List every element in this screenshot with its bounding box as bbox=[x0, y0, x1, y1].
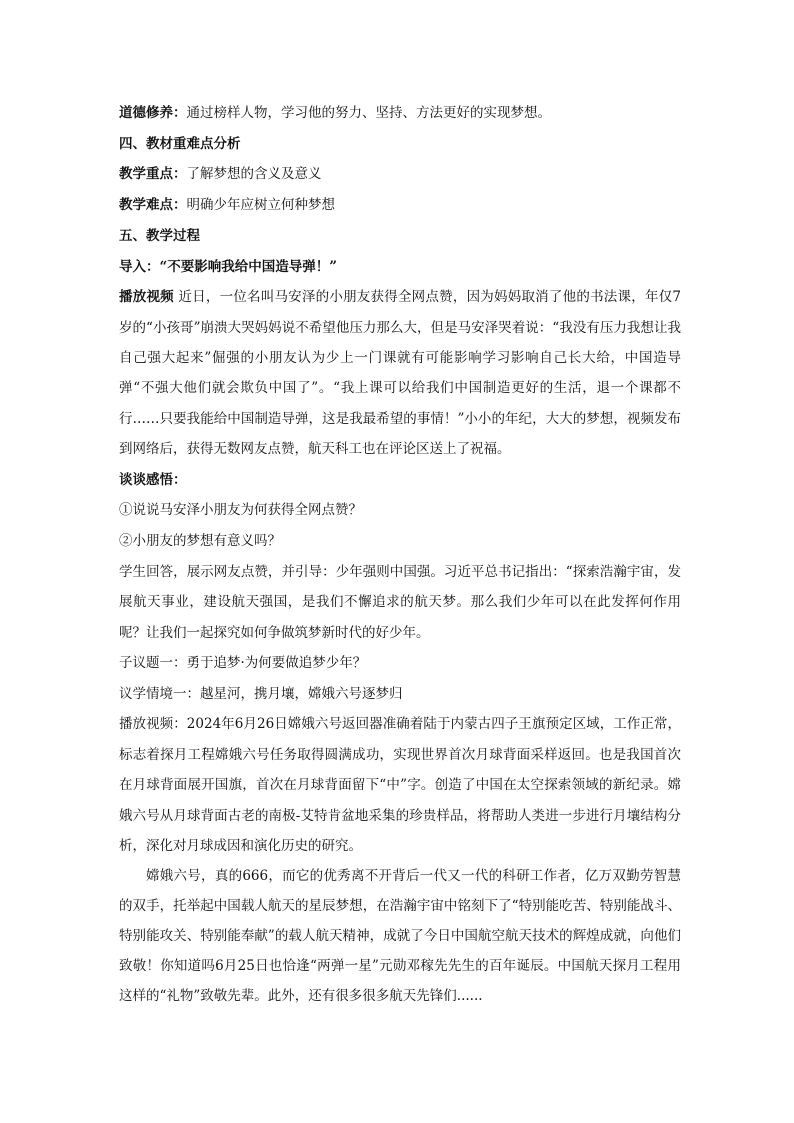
difficult-point-label: 教学难点： bbox=[119, 197, 187, 214]
key-point-label: 教学重点： bbox=[119, 166, 187, 183]
video-paragraph bbox=[119, 282, 681, 464]
question-1: ①说说马安泽小朋友为何获得全网点赞？ bbox=[119, 502, 362, 519]
question-2: ②小朋友的梦想有意义吗？ bbox=[119, 533, 281, 550]
video-text: 近日，一位名叫马安泽的小朋友获得全网点赞，因为妈妈取消了他的书法课，年仅7岁的“小孩哥”崩溃大哭妈妈说不希望他压力那么大，但是马安泽哭着说：“我没有压力我想让我自己强大起来”倔强的小朋友认为少上一门课就有可能影响学习影响自己长大给，中国造导弹“不强大他们就会欺负中国了”。“我上课可以给我们中国制造更好的生活，退一个课都不行……只要我能给中国制造导弹，这是我最希望的事情！”小小的年纪，大大的梦想，视频发布到网络后，获得无数网友点赞，航天科工也在评论区送上了祝福。 bbox=[119, 289, 681, 458]
section-5-heading: 五、教学过程 bbox=[119, 227, 200, 244]
key-point-text: 了解梦想的含义及意义 bbox=[186, 166, 322, 183]
moral-cultivation-text: 通过榜样人物，学习他的努力、坚持、方法更好的实现梦想。 bbox=[186, 105, 551, 121]
student-answer-paragraph: 学生回答，展示网友点赞，并引导：少年强则中国强。习近平总书记指出：“探索浩瀚宇宙，发展航天事业，建设航天强国，是我们不懈追求的航天梦。那么我们少年可以在此发挥何作用呢？让我们一起探究如何争做筑梦新时代的好少年。 bbox=[119, 563, 681, 641]
moral-cultivation-line bbox=[119, 98, 681, 129]
closing-paragraph: 嫦娥六号，真的666，而它的优秀离不开背后一代又一代的科研工作者，亿万双勤劳智慧的双手，托举起中国载人航天的星辰梦想，在浩瀚宇宙中铭刻下了“特别能吃苦、特别能战斗、特别能攻关、特别能奉献”的载人航天精神，成就了今日中国航空航天技术的辉煌成就，向他们致敬！你知道吗6月25日也恰逢“两弹一星”元勋邓稼先先生的百年诞辰。中国航天探月工程用这样的“礼物”致敬先辈。此外，还有很多很多航天先锋们...... bbox=[119, 868, 681, 1005]
moral-cultivation-label: 道德修养： bbox=[119, 105, 187, 121]
difficult-point-text: 明确少年应树立何种梦想 bbox=[186, 197, 335, 214]
discussion-heading: 谈谈感悟： bbox=[119, 471, 187, 488]
key-point-line bbox=[119, 159, 681, 190]
video-label: 播放视频 bbox=[119, 289, 174, 306]
video2-paragraph: 播放视频：2024年6月26日嫦娥六号返回器准确着陆于内蒙古四子王旗预定区域，工作正常，标志着探月工程嫦娥六号任务取得圆满成功，实现世界首次月球背面采样返回。也是我国首次在月球背面展开国旗，首次在月球背面留下“中”字。创造了中国在太空探索领域的新纪录。嫦娥六号从月球背面古老的南极-艾特肯盆地采集的珍贵样品，将帮助人类进一步进行月壤结构分析，深化对月球成因和演化历史的研究。 bbox=[119, 716, 681, 855]
sub-topic-1: 子议题一：勇于追梦·为何要做追梦少年？ bbox=[119, 654, 367, 671]
document-body bbox=[119, 98, 681, 1011]
difficult-point-line bbox=[119, 190, 681, 221]
section-4-heading: 四、教材重难点分析 bbox=[119, 135, 241, 152]
intro-heading: 导入：“不要影响我给中国造导弹！” bbox=[119, 258, 338, 275]
situation-1: 议学情境一：越星河，携月壤，嫦娥六号逐梦归 bbox=[119, 685, 403, 702]
